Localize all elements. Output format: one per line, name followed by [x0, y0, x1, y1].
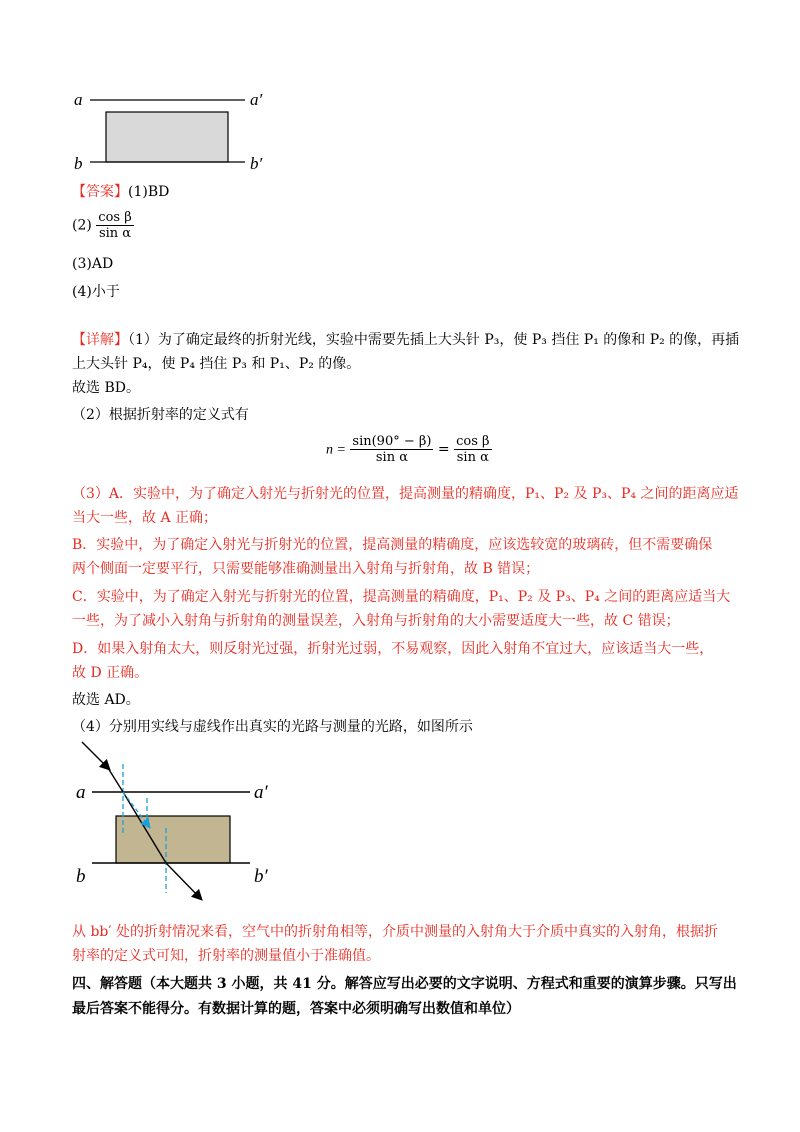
detail-p3-line2: 当大一些，故 A 正确； [72, 510, 218, 526]
eq-den-1: sin α [375, 450, 408, 465]
detail-p4-line2: 射率的定义式可知，折射率的测量值小于准确值。 [72, 948, 380, 964]
detail-p1-text1: （1）为了确定最终的折射光线，实验中需要先插上大头针 P₃，使 P₃ 挡住 P₁ 的像和 P₂ 的像，再插 [128, 332, 740, 348]
eq-num-1: sin(90° − β) [352, 434, 432, 449]
detail-p3-b2: 两个侧面一定要平行，只需要能够准确测量出入射角与折射角，故 B 错误； [72, 561, 540, 577]
detail-p1-line1 [72, 330, 739, 350]
answer-line-1 [72, 182, 169, 202]
answer-line-2 [72, 210, 134, 241]
emergent-ray [166, 863, 202, 900]
incident-ray-tail [108, 768, 123, 792]
glass-block [116, 816, 230, 863]
detail-p2-intro: （2）根据折射率的定义式有 [72, 407, 249, 423]
detail-p3-line1: （3）A．实验中，为了确定入射光与折射光的位置，提高测量的精确度，P₁、P₂ 及 P₃、P₄ 之间的距离应适 [72, 486, 739, 502]
label-a-prime: a′ [250, 90, 263, 109]
label-a: a [76, 782, 86, 803]
answer-2-fraction [96, 210, 133, 241]
detail-p3-b1: B．实验中，为了确定入射光与折射光的位置，提高测量的精确度，应该选较宽的玻璃砖，但不需要确保 [72, 537, 713, 553]
section-heading-line1: 四、解答题（本大题共 3 小题，共 41 分。解答应写出必要的文字说明、方程式和重要的演算步骤。只写出 [72, 976, 737, 992]
eq-fraction-2 [454, 434, 491, 465]
equation [326, 434, 492, 465]
detail-p4-line1: 从 bb′ 处的折射情况来看，空气中的折射角相等，介质中测量的入射角大于介质中真实的入射角，根据折 [72, 924, 719, 940]
detail-p3-c2: 一些，为了减小入射角与折射角的测量误差，入射角与折射角的大小需要适度大一些，故 C 错误； [72, 613, 680, 629]
answer-tag: 【答案】 [72, 184, 128, 200]
label-a: a [74, 90, 83, 109]
label-b: b [74, 154, 83, 173]
eq-fraction-1 [350, 434, 433, 465]
section-heading-line2: 最后答案不能得分。有数据计算的题，答案中必须明确写出数值和单位） [72, 1001, 520, 1017]
detail-p3-c1: C．实验中，为了确定入射光与折射光的位置，提高测量的精确度，P₁、P₂ 及 P₃、P₄ 之间的距离应适当大 [72, 589, 731, 605]
incident-ray [82, 742, 110, 770]
detail-p3-conclusion: 故选 AD。 [72, 692, 140, 708]
answer-1: (1)BD [128, 184, 170, 200]
detail-p3-d2: 故 D 正确。 [72, 665, 149, 681]
answer-2-denominator: sin α [98, 226, 132, 241]
label-b-prime: b′ [254, 866, 268, 887]
detail-p3-d1: D．如果入射角太大，则反射光过强，折射光过弱，不易观察，因此入射角不宜过大，应该适当大一些， [72, 641, 714, 657]
label-a-prime: a′ [254, 782, 268, 803]
label-b-prime: b′ [250, 154, 263, 173]
eq-equals: = [437, 441, 450, 458]
glass-block [106, 112, 228, 162]
detail-p1-conclusion: 故选 BD。 [72, 380, 140, 396]
answer-2-numerator: cos β [98, 210, 132, 225]
answer-4: (4)小于 [72, 284, 120, 300]
eq-n: n = [326, 442, 346, 458]
eq-num-2: cos β [456, 434, 490, 449]
detail-p1-line2: 上大头针 P₄，使 P₄ 挡住 P₃ 和 P₁、P₂ 的像。 [72, 356, 361, 372]
label-b: b [76, 866, 86, 887]
detail-tag: 【详解】 [72, 332, 128, 348]
light-path-diagram [60, 738, 290, 908]
answer-2-prefix: (2) [72, 217, 92, 234]
answer-3: (3)AD [72, 256, 114, 272]
detail-p4-intro: （4）分别用实线与虚线作出真实的光路与测量的光路，如图所示 [72, 719, 473, 735]
glass-block-diagram [60, 85, 280, 180]
eq-den-2: sin α [456, 450, 489, 465]
